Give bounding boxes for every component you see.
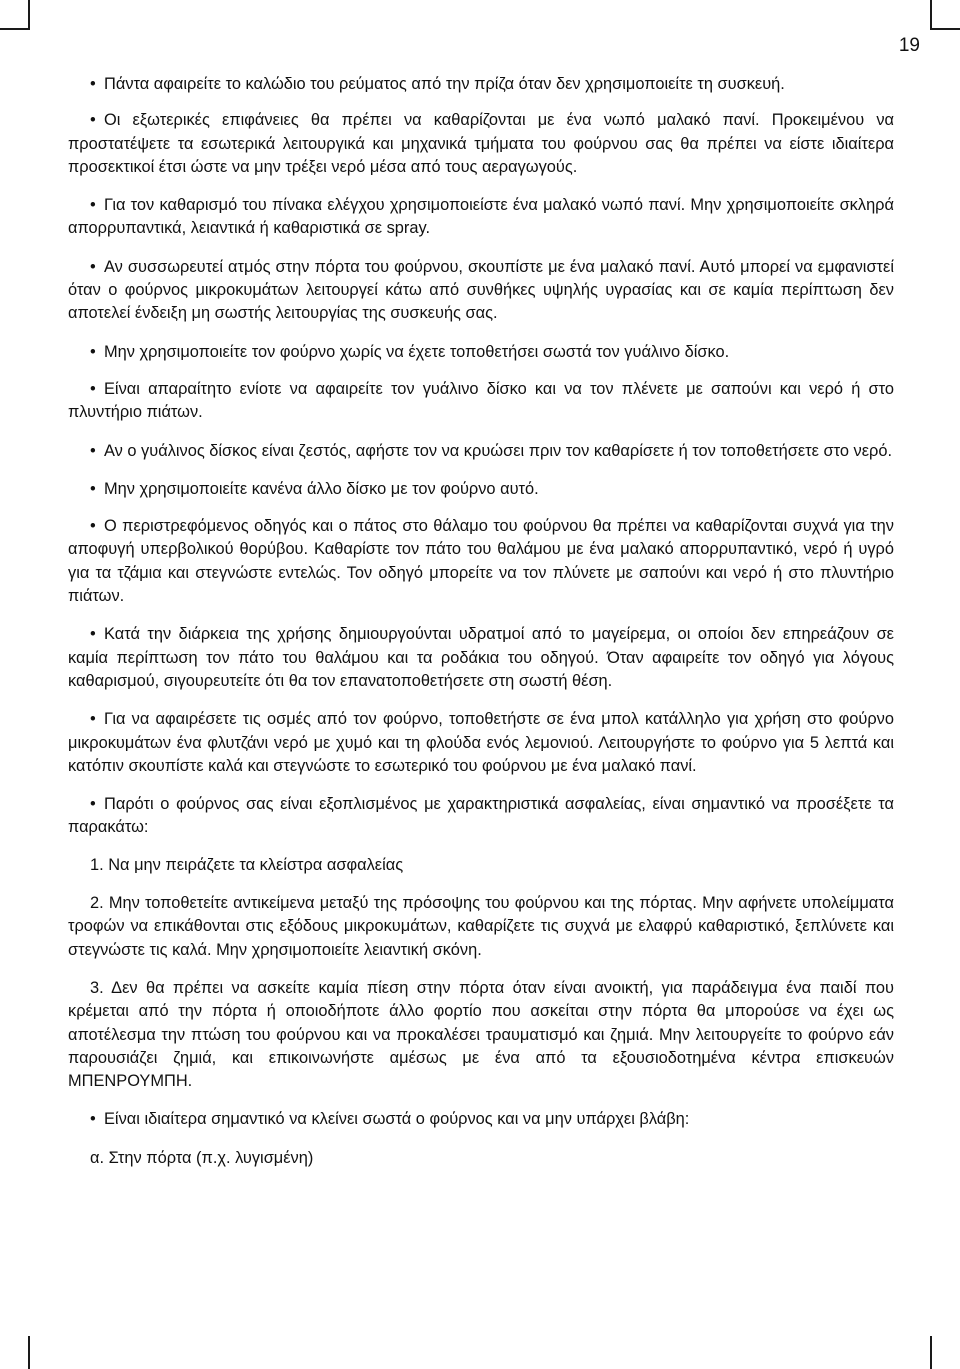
- crop-mark-bottom-right-vertical: [930, 1336, 932, 1369]
- paragraph-steam: • Αν συσσωρευτεί ατμός στην πόρτα του φούρνου, σκουπίστε με ένα μαλακό πανί. Αυτό μπορεί να εμφανιστεί όταν ο φούρνος μικροκυμάτων λειτουργεί κάτω από συνθήκες υψηλής υγρασίας και σε καμία περίπτωση δεν αποτελεί ένδειξη μη σωστής λειτουργίας της συσκευής σας.: [68, 256, 894, 326]
- crop-mark-top-right-horizontal: [930, 28, 960, 30]
- list-item-3: 3. Δεν θα πρέπει να ασκείτε καμία πίεση στην πόρτα όταν είναι ανοικτή, για παράδειγμα ένα παιδί που κρέμεται από την πόρτα ή οποιοδήποτε άλλο φορτίο που ασκείται στην πόρτα θα μπορούσε να έχει ως αποτέλεσμα την πτώση του φούρνου και να προκαλέσει τραυματισμό και ζημιά. Μην λειτουργείτε το φούρνο εάν παρουσιάζει ζημιά, και επικοινωνήστε αμέσως με ένα από τα εξουσιοδοτημένα κέντρα επισκευών ΜΠΕΝΡΟΥΜΠΗ.: [68, 978, 894, 1091]
- crop-mark-top-left-vertical: [28, 0, 30, 28]
- page-number: 19: [898, 35, 920, 56]
- list-item-2: 2. Μην τοποθετείτε αντικείμενα μεταξύ της πρόσοψης του φούρνου και της πόρτας. Μην αφήνετε υπολείμματα τροφών να επικάθονται στις εξόδους μικροκυμάτων, καθαρίζετε τις συχνά με ελαφρύ καθαριστικό, ξεπλύνετε και στεγνώστε τις καλά. Μην χρησιμοποιείτε λειαντική σκόνη.: [68, 894, 894, 959]
- paragraph-unplug: • Πάντα αφαιρείτε το καλώδιο του ρεύματος από την πρίζα όταν δεν χρησιμοποιείτε τη συσκευή.: [68, 73, 894, 96]
- crop-mark-top-right-vertical: [930, 0, 932, 28]
- paragraph-control-panel: • Για τον καθαρισμό του πίνακα ελέγχου χρησιμοποιείστε ένα μαλακό νωπό πανί. Μην χρησιμοποιείτε σκληρά απορρυπαντικά, λειαντικά ή καθαριστικά σε spray.: [68, 194, 894, 241]
- paragraph-no-other-tray: • Μην χρησιμοποιείτε κανένα άλλο δίσκο με τον φούρνο αυτό.: [68, 478, 894, 501]
- page-body: [68, 73, 894, 1170]
- list-item-a: α. Στην πόρτα (π.χ. λυγισμένη): [90, 1148, 314, 1167]
- paragraph-roller-guide: • Ο περιστρεφόμενος οδηγός και ο πάτος στο θάλαμο του φούρνου θα πρέπει να καθαρίζονται συχνά για την αποφυγή υπερβολικού θορύβου. Καθαρίστε τον πάτο του θαλάμου με ένα μαλακό απορρυπαντικό, νερό ή υγρό για τα τζάμια και στεγνώστε εντελώς. Τον οδηγό μπορείτε να τον πλύνετε με σαπούνι και νερό ή στο πλυντήριο πιάτων.: [68, 515, 894, 608]
- paragraph-wash-tray: • Είναι απαραίτητο ενίοτε να αφαιρείτε τον γυάλινο δίσκο και να τον πλένετε με σαπούνι και νερό ή στο πλυντήριο πιάτων.: [68, 378, 894, 425]
- paragraph-exterior-cleaning: • Οι εξωτερικές επιφάνειες θα πρέπει να καθαρίζονται με ένα νωπό μαλακό πανί. Προκειμένου να προστατέψετε τα εσωτερικά λειτουργικά και μηχανικά τμήματα του φούρνου σας θα πρέπει να είστε ιδιαίτερα προσεκτικοί έτσι ώστε να μην τρέξει νερό μέσα από τους αεραγωγούς.: [68, 109, 894, 179]
- paragraph-condensation: • Κατά την διάρκεια της χρήσης δημιουργούνται υδρατμοί από το μαγείρεμα, οι οποίοι δεν επηρεάζουν σε καμία περίπτωση τον πάτο του θαλάμου και τα ροδάκια του οδηγού. Όταν αφαιρείτε τον οδηγό για λόγους καθαρισμού, σιγουρευτείτε ότι θα τον επανατοποθετήσετε στη σωστή θέση.: [68, 623, 894, 693]
- paragraph-hot-tray: • Αν ο γυάλινος δίσκος είναι ζεστός, αφήστε τον να κρυώσει πριν τον καθαρίσετε ή τον τοποθετήσετε στο νερό.: [68, 440, 894, 463]
- crop-mark-bottom-left-vertical: [28, 1336, 30, 1369]
- paragraph-safety-features: • Παρότι ο φούρνος σας είναι εξοπλισμένος με χαρακτηριστικά ασφαλείας, είναι σημαντικό να προσέξετε τα παρακάτω:: [68, 793, 894, 840]
- crop-mark-top-left-horizontal: [0, 28, 30, 30]
- list-item-1: 1. Να μην πειράζετε τα κλείστρα ασφαλείας: [90, 855, 404, 874]
- paragraph-glass-tray-required: • Μην χρησιμοποιείτε τον φούρνο χωρίς να έχετε τοποθετήσει σωστά τον γυάλινο δίσκο.: [68, 341, 894, 364]
- paragraph-odors: • Για να αφαιρέσετε τις οσμές από τον φούρνο, τοποθετήστε σε ένα μπολ κατάλληλο για χρήση στο φούρνο μικροκυμάτων ένα φλυτζάνι νερό με χυμό και τη φλούδα ενός λεμονιού. Λειτουργήστε το φούρνο για 5 λεπτά και κατόπιν σκουπίστε καλά και στεγνώστε το εσωτερικό του φούρνου με ένα μαλακό πανί.: [68, 708, 894, 778]
- paragraph-door-closing: • Είναι ιδιαίτερα σημαντικό να κλείνει σωστά ο φούρνος και να μην υπάρχει βλάβη:: [68, 1108, 894, 1131]
